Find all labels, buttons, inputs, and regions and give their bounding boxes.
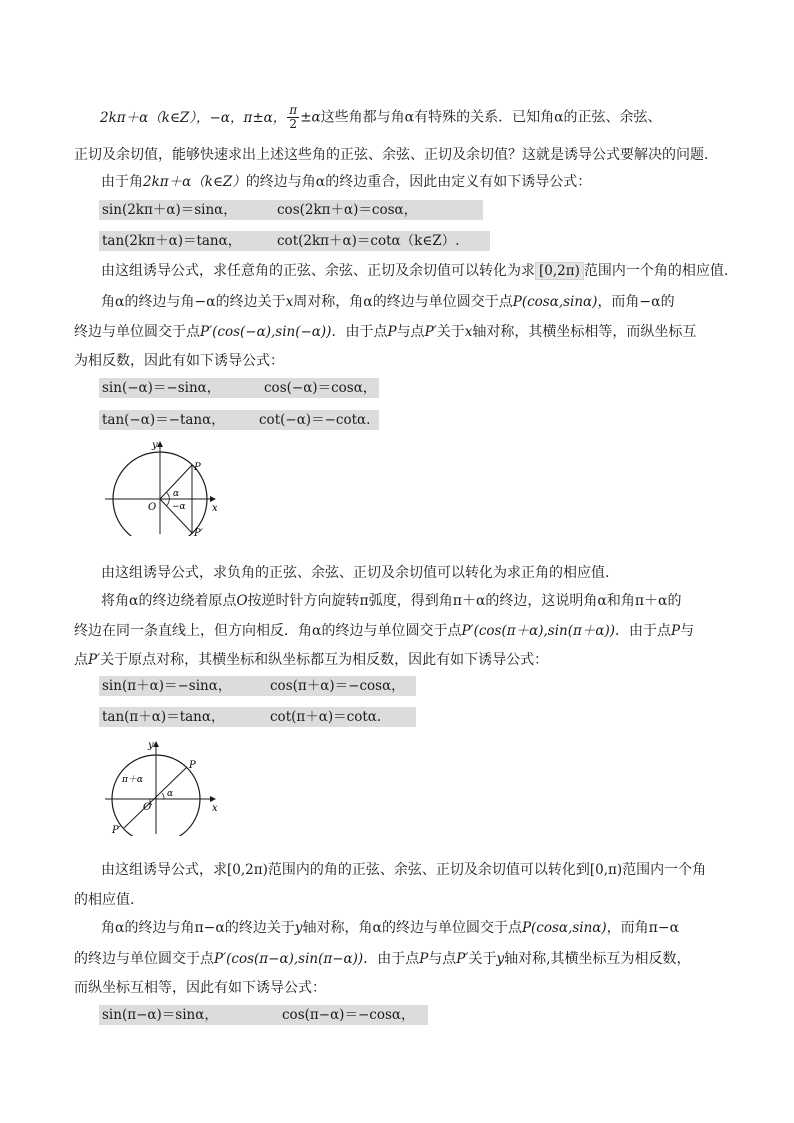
- label-y: y: [148, 740, 154, 751]
- formula-row-5: [99, 676, 416, 696]
- label-pprime: P′: [112, 825, 121, 836]
- label-neg-alpha: −α: [172, 502, 186, 512]
- formula-cot-2kpi: cot(2kπ＋α)＝cotα（k∈Z）.: [277, 233, 460, 249]
- group2-line-3: 为相反数，因此有如下诱导公式：: [74, 353, 284, 369]
- formula-sin-pi-minus: sin(π−α)＝sinα，: [102, 1007, 218, 1023]
- label-pi-plus-alpha: π＋α: [122, 775, 143, 785]
- group2-line-2: 终边与单位圆交于点P′(cos(−α),sin(−α))．由于点P与点P′关于x轴对称，其横坐标相等，而纵坐标互: [74, 324, 697, 340]
- intro-line-2: 正切及余切值，能够快速求出上述这些角的正弦、余弦、正切及余切值？这就是诱导公式要解决的问题．: [74, 147, 718, 163]
- formula-cos-neg: cos(−α)＝cosα，: [264, 380, 377, 396]
- formula-cos-2kpi: cos(2kπ＋α)＝cosα，: [277, 202, 418, 218]
- formula-cot-neg: cot(−α)＝−cotα.: [259, 412, 371, 428]
- label-y: y: [152, 440, 158, 451]
- formula-cos-pi-plus: cos(π＋α)＝−cosα，: [270, 678, 405, 694]
- formula-cos-pi-minus: cos(π−α)＝−cosα，: [282, 1007, 415, 1023]
- formula-row-7: [99, 1005, 428, 1025]
- intro-line-1: 2kπ＋α（k∈Z），−α，π±α， $\frac{\pi}{2}$ ±α这些角都与角α有特殊的关系．已知角α的正弦、余弦、: [100, 103, 662, 131]
- group4-line-3: 而纵坐标互相等，因此有如下诱导公式：: [74, 980, 326, 996]
- group3-line-1: 将角α的终边绕着原点O按逆时针方向旋转π弧度，得到角π＋α的终边，这说明角α和角π＋α的: [101, 593, 682, 609]
- formula-row-3: [99, 378, 379, 398]
- formula-sin-2kpi: sin(2kπ＋α)＝sinα，: [102, 202, 237, 218]
- label-x: x: [212, 503, 218, 514]
- group3-summary-line-1: 由这组诱导公式，求[0,2π)范围内的角的正弦、余弦、正切及余切值可以转化到[0,π)范围内一个角: [101, 862, 707, 878]
- label-pprime: P′: [194, 528, 203, 536]
- formula-tan-pi-plus: tan(π＋α)＝tanα，: [102, 709, 225, 725]
- unit-circle-figure-1: [100, 436, 230, 536]
- group4-line-1: 角α的终边与角π−α的终边关于y轴对称，角α的终边与单位圆交于点P(cosα,sinα)，而角π−α: [101, 920, 680, 936]
- label-x: x: [212, 803, 218, 814]
- group2-summary: 由这组诱导公式，求负角的正弦、余弦、正切及余切值可以转化为求正角的相应值.: [101, 565, 610, 581]
- label-alpha: α: [173, 489, 180, 499]
- formula-row-1: [99, 200, 483, 220]
- fraction-pi-over-2: $\frac{\pi}{2}$: [289, 103, 298, 131]
- formula-sin-neg: sin(−α)＝−sinα，: [102, 380, 221, 396]
- formula-row-6: [99, 707, 416, 727]
- label-o: O: [143, 802, 152, 813]
- group1-intro: 由于角2kπ＋α（k∈Z）的终边与角α的终边重合，因此由定义有如下诱导公式：: [101, 174, 592, 190]
- label-o: O: [148, 502, 157, 513]
- label-alpha: α: [167, 789, 174, 799]
- formula-tan-neg: tan(−α)＝−tanα，: [102, 412, 225, 428]
- formula-tan-2kpi: tan(2kπ＋α)＝tanα，: [102, 233, 242, 249]
- formula-row-2: [99, 231, 490, 251]
- group3-summary-line-2: 的相应值.: [74, 892, 135, 908]
- group1-summary: 由这组诱导公式，求任意角的正弦、余弦、正切及余切值可以转化为求 [0,2π) 范围内一个角的相应值.: [101, 263, 729, 279]
- unit-circle-figure-2: [100, 736, 230, 836]
- formula-cot-pi-plus: cot(π＋α)＝cotα.: [270, 709, 382, 725]
- group4-line-2: 的终边与单位圆交于点P′(cos(π−α),sin(π−α))．由于点P与点P′关于y轴对称,其横坐标互为相反数，: [74, 951, 691, 967]
- formula-sin-pi-plus: sin(π＋α)＝−sinα，: [102, 678, 232, 694]
- label-p: P: [189, 760, 196, 771]
- formula-row-4: [99, 410, 379, 430]
- label-p: P: [194, 462, 201, 473]
- angle-arc-alpha: [162, 793, 164, 799]
- group3-line-3: 点P′关于原点对称，其横坐标和纵坐标都互为相反数，因此有如下诱导公式：: [74, 652, 549, 668]
- group2-line-1: 角α的终边与角−α的终边关于x周对称，角α的终边与单位圆交于点P(cosα,sinα)，而角−α的: [101, 294, 675, 310]
- group3-line-2: 终边在同一条直线上，但方向相反．角α的终边与单位圆交于点P′(cos(π＋α),sin(π＋α))．由于点P与: [74, 623, 695, 639]
- angle-list: 2kπ＋α（k∈Z），−α，π±α，: [100, 109, 287, 126]
